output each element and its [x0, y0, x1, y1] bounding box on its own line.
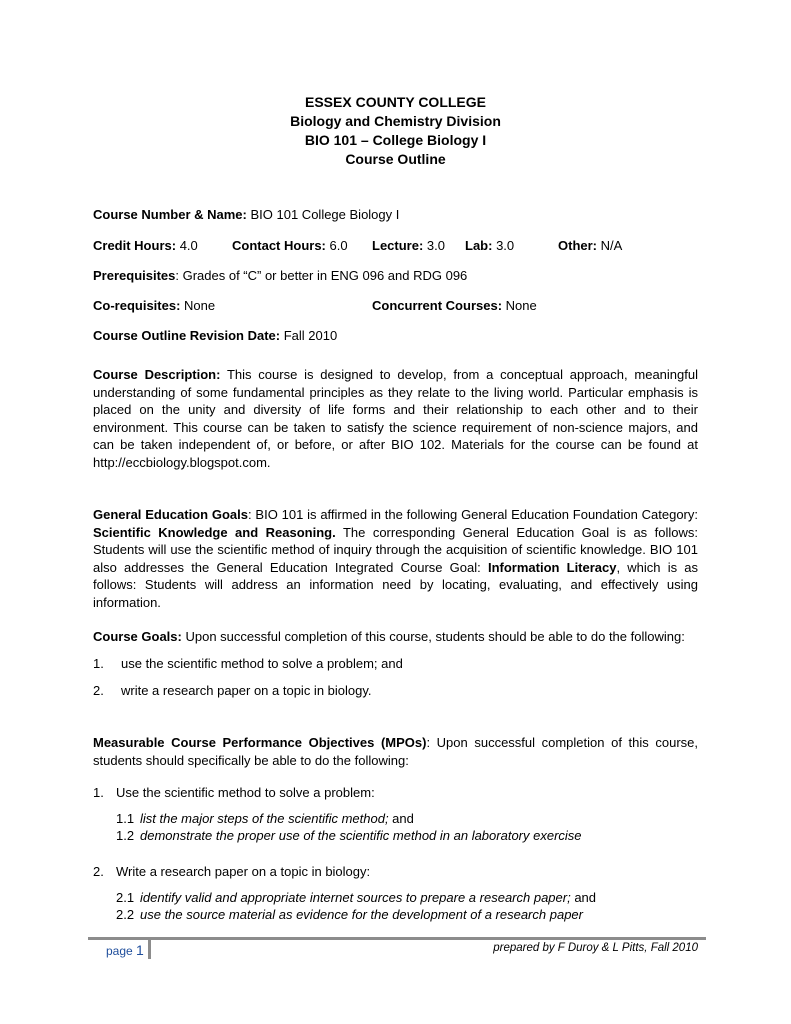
contact-hours-value: 6.0: [329, 238, 348, 253]
objective-2-2: [116, 906, 696, 924]
other-label: Other:: [558, 238, 597, 253]
sub-objective-text: demonstrate the proper use of the scientific method in an laboratory exercise: [140, 828, 582, 843]
gen-ed-integrated-goal: Information Literacy: [487, 559, 617, 575]
course-number-row: [93, 206, 399, 224]
other-value: N/A: [600, 238, 623, 253]
title-course: BIO 101 – College Biology I: [304, 132, 487, 148]
objective-number: 2.: [93, 864, 104, 879]
prerequisites-row: [93, 267, 467, 285]
mpos-intro-text: : Upon successful completion of this course, students should specifically be able to do the following:: [93, 735, 698, 768]
sub-objective-number: 2.1: [116, 890, 135, 905]
credit-hours: [93, 237, 198, 255]
course-number-label: Course Number & Name:: [93, 207, 247, 222]
title-division: Biology and Chemistry Division: [290, 113, 501, 129]
general-education-goals: [93, 506, 698, 611]
lab-value: 3.0: [496, 238, 515, 253]
mpos-label: Measurable Course Performance Objectives (MPOs): [93, 735, 427, 750]
sub-objective-number: 1.1: [116, 811, 135, 826]
description-label: Course Description:: [93, 367, 221, 382]
contact-hours: [232, 237, 348, 255]
sub-objective-number: 2.2: [116, 907, 135, 922]
prerequisites-label: Prerequisites: [93, 268, 176, 283]
course-goal-text: use the scientific method to solve a problem; and: [121, 656, 403, 671]
course-number-value: BIO 101 College Biology I: [250, 207, 400, 222]
objective-2-1: [116, 889, 696, 907]
sub-objective-number: 1.2: [116, 828, 135, 843]
sub-objective-italic: list the major steps of the scientific method;: [140, 811, 389, 826]
title-outline: Course Outline: [345, 151, 446, 167]
footer-page-divider: [148, 937, 151, 959]
course-goals-label: Course Goals:: [93, 629, 182, 644]
gen-ed-text-2: The corresponding General Education Goal is as follows: Students will use the scientific method of inquiry through the acquisition of scientific knowledge. BIO 101 also addresses the General Education Integrated Course Goal:: [93, 524, 698, 575]
corequisites-label: Co-requisites:: [93, 298, 181, 313]
description-text: This course is designed to develop, from a conceptual approach, meaningful understanding of some fundamental principles as they relate to the living world. Particular emphasis is placed on the unity and diversity of life forms and their relationship to each other and to their environment. This course can be taken to satisfy the science requirement of non-science majors, and can be taken independent of, or before, or after BIO 102. Materials for the course can be found at http://eccbiology.blogspot.com.: [93, 367, 698, 470]
revision-value: Fall 2010: [283, 328, 338, 343]
sub-objective-tail: and: [388, 811, 414, 826]
lab-hours: [465, 237, 514, 255]
gen-ed-text-1: : BIO 101 is affirmed in the following General Education Foundation Category:: [248, 507, 698, 522]
hours-row: [0, 237, 791, 255]
lab-label: Lab:: [465, 238, 493, 253]
other-hours: [558, 237, 622, 255]
gen-ed-category: Scientific Knowledge and Reasoning.: [93, 524, 336, 540]
list-item: [93, 682, 693, 700]
page-label: page: [106, 944, 137, 958]
credit-hours-label: Credit Hours:: [93, 238, 177, 253]
mpos-intro: [93, 734, 698, 769]
list-item: [93, 655, 693, 673]
objective-text: Use the scientific method to solve a problem:: [116, 785, 375, 800]
document-title: [0, 93, 791, 169]
revision-label: Course Outline Revision Date:: [93, 328, 281, 343]
course-goal-number: 2.: [93, 683, 104, 698]
footer-prepared-by: prepared by F Duroy & L Pitts, Fall 2010: [493, 942, 698, 954]
prerequisites-value: : Grades of “C” or better in ENG 096 and RDG 096: [175, 268, 468, 283]
objective-2: [93, 863, 693, 881]
footer-page-number: [106, 942, 144, 961]
concurrent-value: None: [505, 298, 537, 313]
gen-ed-text-3: , which is as follows: Students will address an information need by locating, evaluating, and effectively using information.: [93, 559, 699, 610]
course-goals-intro-text: Upon successful completion of this course, students should be able to do the following:: [181, 629, 685, 644]
objective-1-2: [116, 827, 696, 845]
gen-ed-label: General Education Goals: [93, 507, 248, 522]
sub-objective-text: [140, 810, 414, 828]
objective-1: [93, 784, 693, 802]
title-college: ESSEX COUNTY COLLEGE: [305, 94, 486, 110]
objective-1-1: [116, 810, 696, 828]
sub-objective-tail: and: [570, 890, 597, 905]
course-goals-intro: [93, 628, 685, 646]
revision-row: [93, 327, 337, 345]
objective-number: 1.: [93, 785, 104, 800]
lecture-value: 3.0: [426, 238, 445, 253]
sub-objective-text: [140, 889, 596, 907]
credit-hours-value: 4.0: [179, 238, 198, 253]
objective-text: Write a research paper on a topic in biology:: [116, 864, 371, 879]
course-goal-text: write a research paper on a topic in biology.: [121, 683, 372, 698]
page-number: 1: [136, 942, 144, 958]
corequisites-value: None: [184, 298, 216, 313]
corequisites-row: [0, 297, 791, 315]
lecture-hours: [372, 237, 445, 255]
course-goal-number: 1.: [93, 656, 104, 671]
corequisites: [93, 297, 215, 315]
concurrent-label: Concurrent Courses:: [372, 298, 503, 313]
sub-objective-text: use the source material as evidence for the development of a research paper: [140, 907, 583, 922]
concurrent-courses: [372, 297, 537, 315]
lecture-label: Lecture:: [372, 238, 424, 253]
contact-hours-label: Contact Hours:: [232, 238, 326, 253]
sub-objective-italic: identify valid and appropriate internet sources to prepare a research paper;: [140, 890, 571, 905]
course-description: [93, 366, 698, 471]
